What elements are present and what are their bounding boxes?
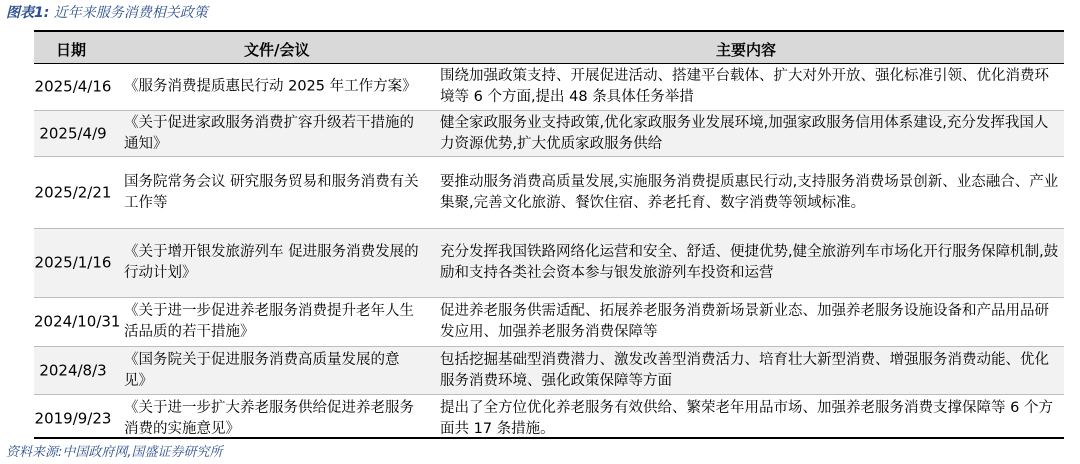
row-content: 促进养老服务供需适配、拓展养老服务消费新场景新业态、加强养老服务设施设备和产品用品研发应用、加强养老服务消费保障等 xyxy=(440,303,1049,340)
caption-label: 图表1: xyxy=(6,5,50,21)
row-date: 2024/10/31 xyxy=(34,312,121,331)
row-content: 提出了全方位优化养老服务有效供给、繁荣老年用品市场、加强养老服务消费支撑保障等 6 个方面共 17 条措施。 xyxy=(440,400,1053,437)
table-header xyxy=(34,32,1064,64)
table-bottom-rule xyxy=(34,437,1064,439)
table-row xyxy=(34,229,1064,298)
row-date: 2024/8/3 xyxy=(39,361,107,379)
row-date: 2025/4/16 xyxy=(34,77,112,96)
row-content: 要推动服务消费高质量发展,实施服务消费提质惠民行动,支持服务消费场景创新、业态融合、产业集聚,完善文化旅游、餐饮住宿、养老托育、数字消费等领域标准。 xyxy=(440,173,1059,211)
header-file: 文件/会议 xyxy=(244,41,310,59)
row-date: 2025/2/21 xyxy=(34,183,112,201)
row-date: 2025/4/9 xyxy=(39,124,107,142)
row-content: 健全家政服务业支持政策,优化家政服务业发展环境,加强家政服务信用体系建设,充分发挥我国人力资源优势,扩大优质家政服务供给 xyxy=(440,114,1049,152)
table-row xyxy=(34,64,1064,111)
row-file: 国务院常务会议 研究服务贸易和服务消费有关工作等 xyxy=(124,173,419,211)
row-content: 包括挖掘基础型消费潜力、激发改善型消费活力、培育壮大新型消费、增强服务消费动能、优化服务消费环境、强化政策保障等方面 xyxy=(440,351,1049,389)
row-file: 《服务消费提质惠民行动 2025 年工作方案》 xyxy=(124,78,417,95)
row-date: 2025/1/16 xyxy=(34,253,112,272)
table-row xyxy=(34,111,1064,157)
table-row xyxy=(34,395,1064,443)
header-date: 日期 xyxy=(56,41,87,59)
header-content: 主要内容 xyxy=(716,41,777,59)
row-file: 《关于增开银发旅游列车 促进服务消费发展的行动计划》 xyxy=(124,244,419,281)
table-row xyxy=(34,157,1064,229)
row-file: 《关于进一步扩大养老服务供给促进养老服务消费的实施意见》 xyxy=(124,400,414,437)
table-body xyxy=(34,64,1064,443)
figure-caption xyxy=(6,2,208,22)
row-content: 充分发挥我国铁路网络化运营和安全、舒适、便捷优势,健全旅游列车市场化开行服务保障机制,鼓励和支持各类社会资本参与银发旅游列车投资和运营 xyxy=(440,244,1059,281)
row-content: 围绕加强政策支持、开展促进活动、搭建平台载体、扩大对外开放、强化标准引领、优化消费环境等 6 个方面,提出 48 条具体任务举措 xyxy=(440,68,1049,105)
table-row xyxy=(34,347,1064,395)
row-date: 2019/9/23 xyxy=(34,409,112,428)
source-note: 资料来源:中国政府网,国盛证券研究所 xyxy=(6,445,223,460)
row-file: 《关于促进家政服务消费扩容升级若干措施的通知》 xyxy=(124,114,414,152)
table-row xyxy=(34,298,1064,347)
caption-title: 近年来服务消费相关政策 xyxy=(53,5,208,21)
row-file: 《国务院关于促进服务消费高质量发展的意见》 xyxy=(124,351,400,389)
row-file: 《关于进一步促进养老服务消费提升老年人生活品质的若干措施》 xyxy=(124,303,414,340)
